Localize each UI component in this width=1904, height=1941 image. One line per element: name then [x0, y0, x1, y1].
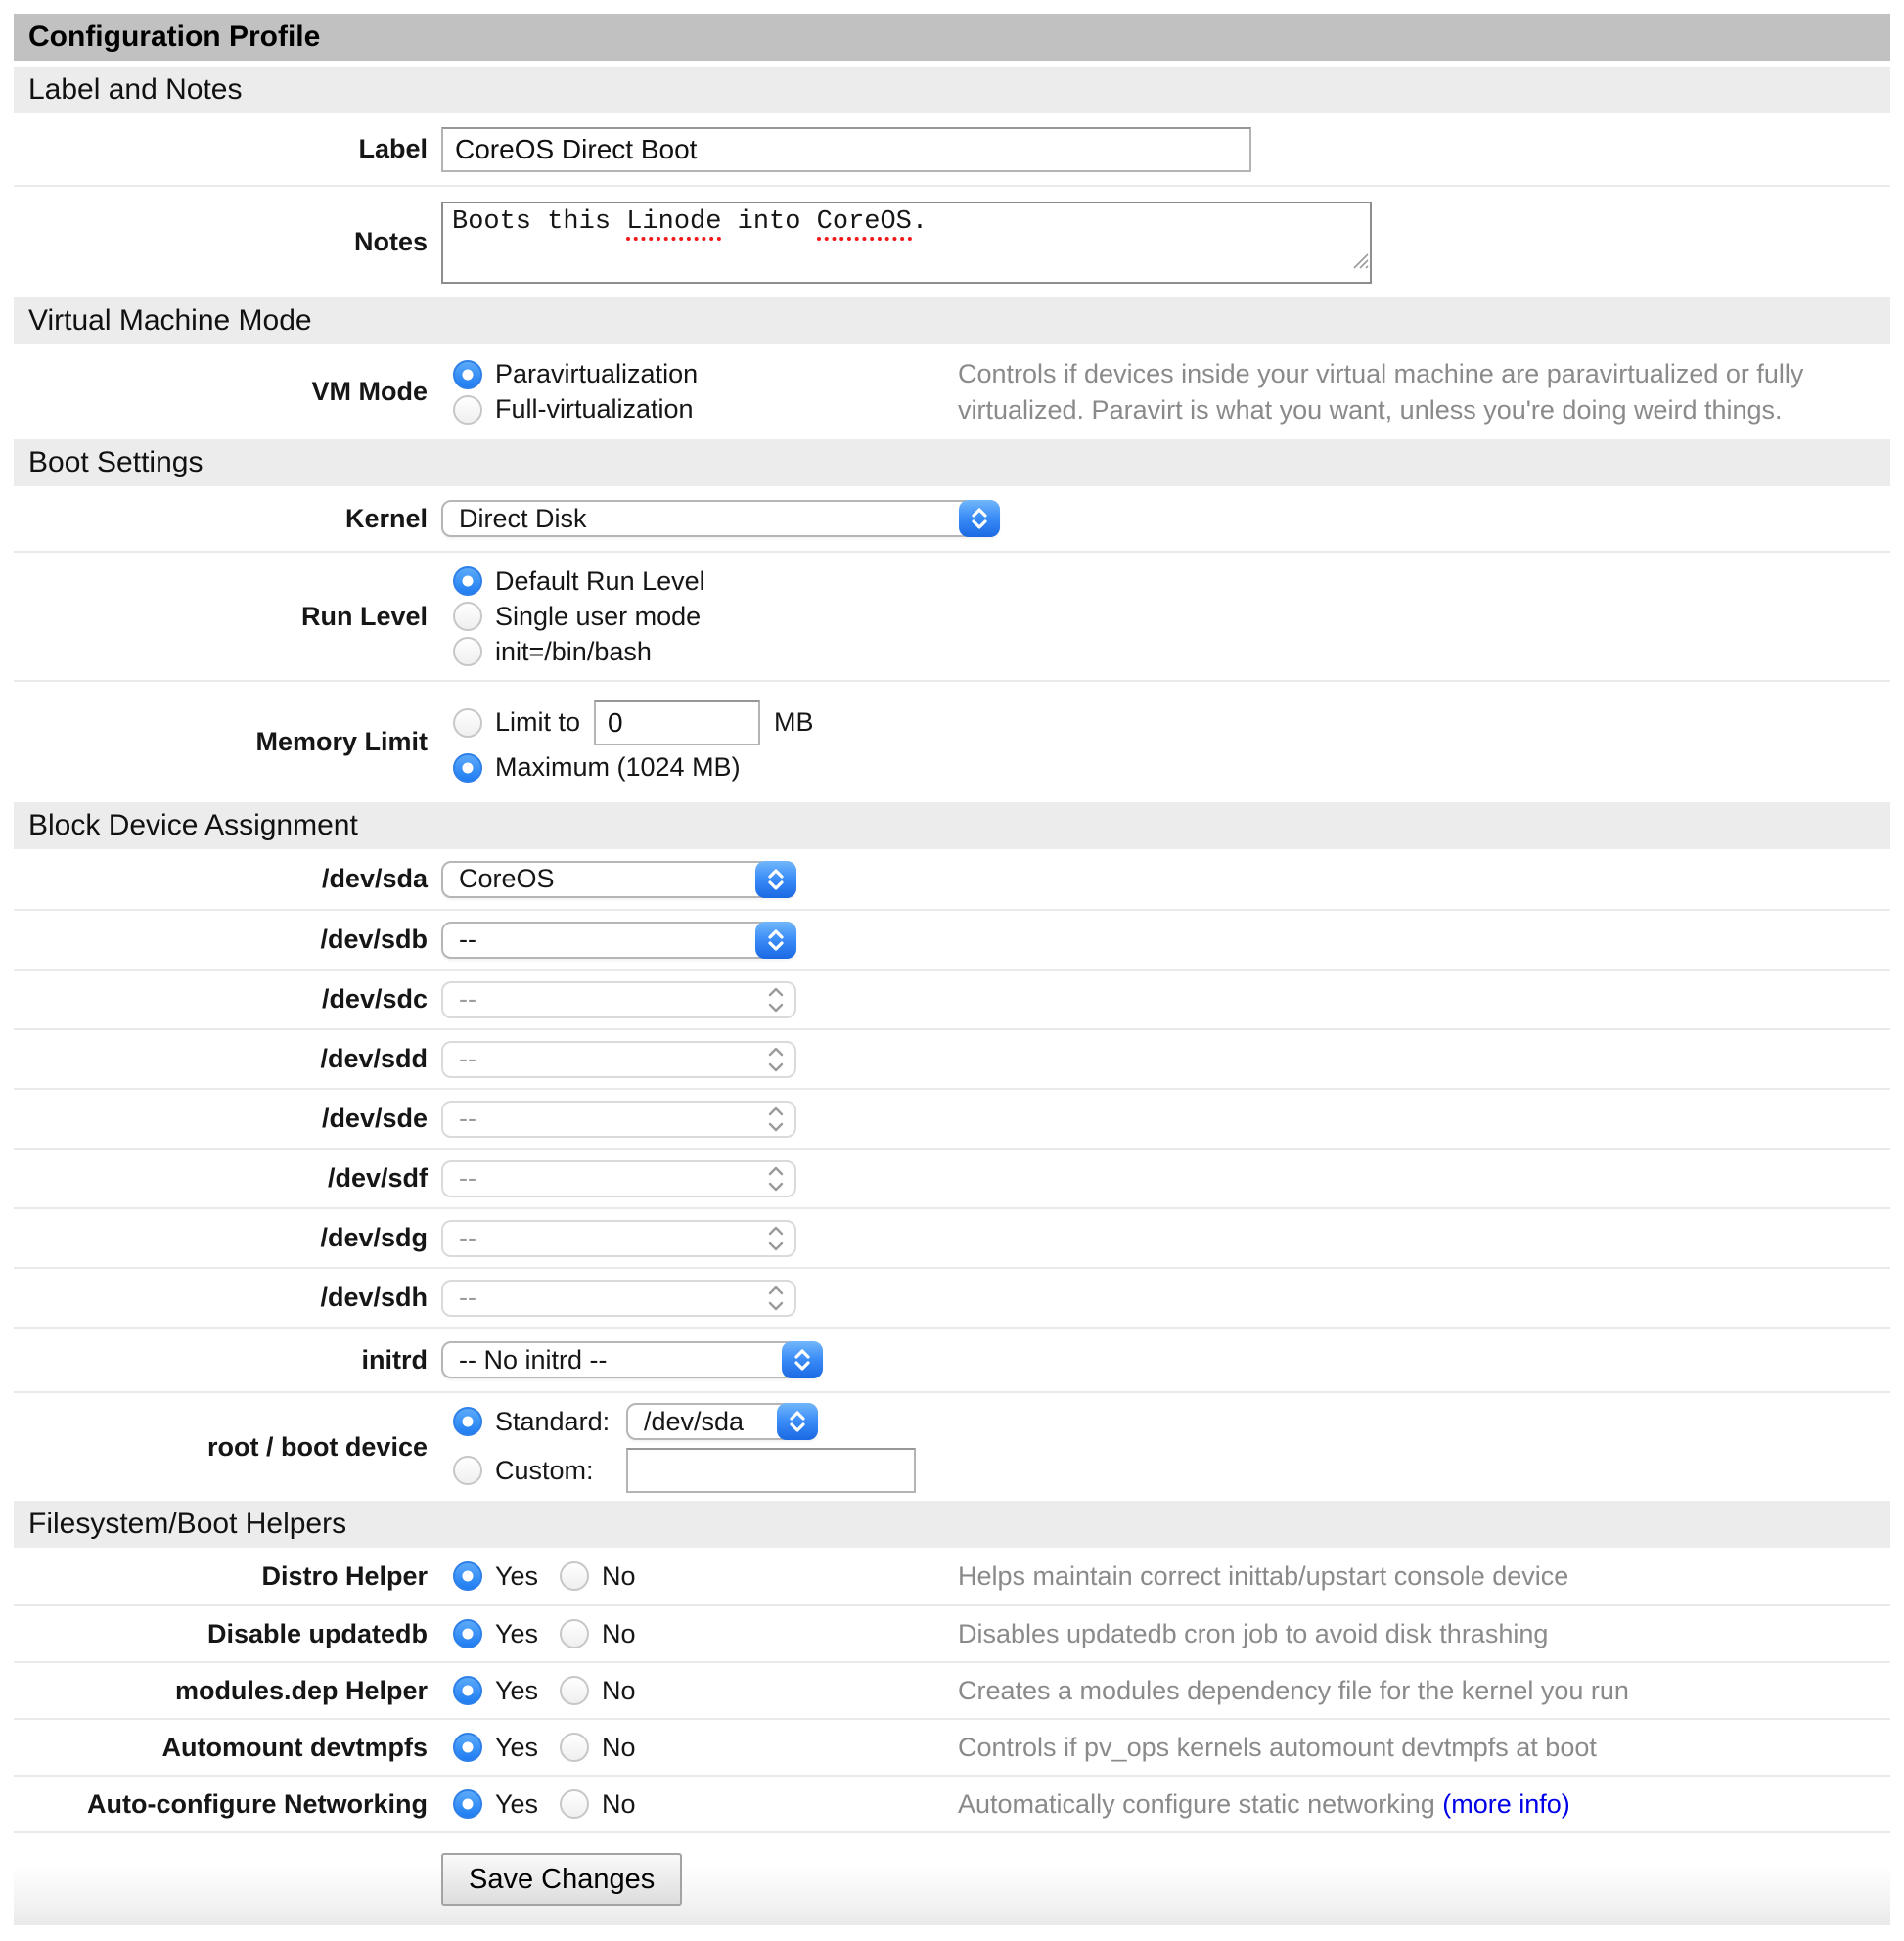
disable-updatedb-yes-radio[interactable] — [453, 1619, 482, 1648]
helper-help-text — [958, 1786, 1890, 1822]
yes-label: Yes — [495, 1732, 539, 1762]
sdc-select-value: -- — [459, 984, 476, 1014]
yes-no-radio-group — [453, 1730, 958, 1765]
device-label: /dev/sdg — [320, 1223, 428, 1252]
no-label: No — [602, 1618, 636, 1648]
device-label: /dev/sdc — [321, 984, 428, 1014]
initrd-select-value: -- No initrd -- — [459, 1344, 608, 1375]
select-arrows-disabled-icon — [755, 1160, 796, 1197]
yes-no-radio-group — [453, 1673, 958, 1708]
disable-updatedb-no-radio[interactable] — [560, 1619, 589, 1648]
initrd-select[interactable] — [441, 1341, 823, 1378]
sde-select-value: -- — [459, 1104, 476, 1133]
section-block-device-assignment — [14, 802, 1890, 849]
yes-no-radio-group — [453, 1558, 958, 1594]
sdb-select[interactable] — [441, 922, 796, 959]
kernel-select[interactable] — [441, 500, 1000, 537]
radio-label: Paravirtualization — [495, 359, 699, 388]
sdd-select-value: -- — [459, 1044, 476, 1073]
notes-text: into — [721, 206, 817, 237]
page-title-bar — [14, 14, 1890, 61]
device-label: /dev/sda — [321, 864, 428, 893]
misspelled-word: Linode — [626, 207, 721, 241]
automount-devtmpfs-no-radio[interactable] — [560, 1733, 589, 1762]
auto-configure-networking-no-radio[interactable] — [560, 1789, 589, 1819]
kernel-select-value: Direct Disk — [459, 503, 587, 533]
sdf-select-value: -- — [459, 1163, 476, 1193]
yes-no-radio-group — [453, 1616, 958, 1651]
device-row-sdc — [14, 969, 1890, 1028]
select-arrows-disabled-icon — [755, 1101, 796, 1138]
standard-device-radio[interactable] — [453, 1407, 482, 1436]
sdh-select-value: -- — [459, 1283, 476, 1312]
select-arrows-icon — [782, 1341, 823, 1378]
label-field-label: Label — [358, 134, 428, 163]
limit-to-radio[interactable] — [453, 708, 482, 738]
radio-option-default-run-level — [453, 564, 705, 599]
radio-option-single-user-mode — [453, 599, 705, 634]
no-label: No — [602, 1675, 636, 1705]
device-row-sde — [14, 1088, 1890, 1148]
device-row-sda — [14, 849, 1890, 909]
yes-label: Yes — [495, 1560, 539, 1591]
select-arrows-icon — [755, 861, 796, 898]
select-arrows-disabled-icon — [755, 981, 796, 1018]
root-boot-device-label: root / boot device — [206, 1431, 428, 1462]
sda-select-value: CoreOS — [459, 864, 555, 893]
notes-textarea[interactable] — [441, 202, 1372, 284]
memory-limit-input[interactable] — [594, 700, 760, 745]
maximum-memory-radio[interactable] — [453, 753, 482, 783]
helper-help-text: Automatically configure static networking — [958, 1788, 1443, 1819]
vm-mode-row — [14, 344, 1890, 439]
initrd-label: initrd — [361, 1344, 428, 1375]
radio-label: Full-virtualization — [495, 394, 694, 424]
helper-help-text: Controls if pv_ops kernels automount devtmpfs at boot — [958, 1732, 1597, 1762]
helper-label: Automount devtmpfs — [161, 1732, 428, 1762]
root-boot-device-row — [14, 1391, 1890, 1501]
vm-mode-help-text: Controls if devices inside your virtual machine are paravirtualized or fully virtualized. Paravirt is what you want, unless you're doing weird things. — [958, 359, 1804, 425]
sde-select — [441, 1101, 796, 1138]
helper-label: Distro Helper — [261, 1560, 428, 1591]
label-input[interactable] — [441, 127, 1251, 172]
notes-row — [14, 185, 1890, 297]
section-label-and-notes — [14, 67, 1890, 113]
no-label: No — [602, 1732, 636, 1762]
yes-label: Yes — [495, 1618, 539, 1648]
sdd-select — [441, 1041, 796, 1078]
radio-option-maximum — [453, 750, 814, 786]
helper-label: Disable updatedb — [206, 1618, 428, 1648]
no-label: No — [602, 1560, 636, 1591]
helper-help-text: Disables updatedb cron job to avoid disk thrashing — [958, 1618, 1549, 1648]
automount-devtmpfs-yes-radio[interactable] — [453, 1733, 482, 1762]
section-title: Filesystem/Boot Helpers — [28, 1508, 347, 1540]
helper-help-text: Creates a modules dependency file for the kernel you run — [958, 1675, 1629, 1705]
radio-option-custom — [453, 1447, 916, 1494]
init-bin-bash-radio[interactable] — [453, 637, 482, 666]
section-boot-settings — [14, 439, 1890, 486]
device-label: /dev/sdh — [320, 1283, 428, 1312]
helper-row-modules-dep — [14, 1661, 1890, 1718]
paravirtualization-radio[interactable] — [453, 360, 482, 389]
helper-help-text: Helps maintain correct inittab/upstart console device — [958, 1560, 1569, 1591]
save-changes-button[interactable]: Save Changes — [441, 1853, 682, 1906]
modules-dep-no-radio[interactable] — [560, 1676, 589, 1705]
section-title: Label and Notes — [28, 73, 243, 106]
sdg-select — [441, 1220, 796, 1257]
section-title: Boot Settings — [28, 446, 204, 478]
section-filesystem-boot-helpers — [14, 1501, 1890, 1548]
helper-row-disable-updatedb — [14, 1604, 1890, 1661]
more-info-link[interactable]: (more info) — [1442, 1788, 1570, 1819]
memory-limit-label: Memory Limit — [255, 727, 428, 756]
radio-option-paravirtualization — [453, 357, 958, 392]
radio-label: Single user mode — [495, 601, 702, 631]
radio-option-full-virtualization — [453, 392, 958, 428]
device-row-sdb — [14, 909, 1890, 969]
select-arrows-icon — [755, 922, 796, 959]
select-arrows-disabled-icon — [755, 1041, 796, 1078]
default-run-level-radio[interactable] — [453, 566, 482, 596]
radio-label: Default Run Level — [495, 565, 705, 596]
save-row — [14, 1831, 1890, 1925]
initrd-row — [14, 1327, 1890, 1391]
sdh-select — [441, 1280, 796, 1317]
helper-row-auto-configure-networking — [14, 1775, 1890, 1831]
section-title: Virtual Machine Mode — [28, 304, 312, 337]
kernel-row — [14, 486, 1890, 551]
device-row-sdf — [14, 1148, 1890, 1207]
radio-label: Maximum (1024 MB) — [495, 752, 741, 782]
single-user-mode-radio[interactable] — [453, 602, 482, 631]
memory-limit-row — [14, 680, 1890, 802]
yes-label: Yes — [495, 1675, 539, 1705]
memory-unit-label: MB — [774, 707, 814, 737]
vm-mode-label: VM Mode — [311, 377, 428, 406]
select-arrows-disabled-icon — [755, 1280, 796, 1317]
helper-label: Auto-configure Networking — [87, 1788, 428, 1819]
custom-device-input[interactable] — [626, 1448, 916, 1493]
standard-device-select-value: /dev/sda — [644, 1406, 745, 1436]
device-row-sdh — [14, 1267, 1890, 1327]
radio-label: Custom: — [495, 1455, 594, 1485]
device-row-sdd — [14, 1028, 1890, 1088]
sdf-select — [441, 1160, 796, 1197]
sdg-select-value: -- — [459, 1223, 476, 1252]
helper-row-automount-devtmpfs — [14, 1718, 1890, 1775]
distro-helper-yes-radio[interactable] — [453, 1561, 482, 1591]
label-row — [14, 113, 1890, 185]
distro-helper-no-radio[interactable] — [560, 1561, 589, 1591]
radio-label: Standard: — [495, 1406, 611, 1436]
select-arrows-disabled-icon — [755, 1220, 796, 1257]
sda-select[interactable] — [441, 861, 796, 898]
sdb-select-value: -- — [459, 925, 476, 954]
section-virtual-machine-mode — [14, 297, 1890, 344]
helper-row-distro-helper — [14, 1548, 1890, 1604]
notes-text: . — [911, 206, 929, 237]
modules-dep-yes-radio[interactable] — [453, 1676, 482, 1705]
yes-label: Yes — [495, 1788, 539, 1819]
yes-no-radio-group — [453, 1786, 958, 1822]
full-virtualization-radio[interactable] — [453, 395, 482, 425]
radio-option-init-bin-bash — [453, 634, 705, 669]
radio-label: Limit to — [495, 707, 581, 737]
radio-option-limit-to — [453, 700, 814, 746]
device-label: /dev/sde — [321, 1104, 428, 1133]
kernel-label: Kernel — [344, 503, 428, 533]
run-level-row — [14, 551, 1890, 680]
sdc-select — [441, 981, 796, 1018]
resize-handle-icon[interactable] — [1351, 248, 1369, 281]
section-title: Block Device Assignment — [28, 809, 358, 841]
helper-label: modules.dep Helper — [174, 1675, 428, 1705]
custom-device-radio[interactable] — [453, 1456, 482, 1485]
misspelled-word: CoreOS — [817, 207, 912, 241]
page-title: Configuration Profile — [28, 21, 321, 53]
notes-field-label: Notes — [353, 227, 428, 256]
select-arrows-icon — [959, 500, 1000, 537]
select-arrows-icon — [777, 1403, 818, 1440]
device-row-sdg — [14, 1207, 1890, 1267]
run-level-label: Run Level — [300, 601, 428, 631]
standard-device-select[interactable] — [626, 1403, 818, 1440]
radio-option-standard — [453, 1400, 916, 1443]
radio-label: init=/bin/bash — [495, 636, 652, 666]
device-label: /dev/sdb — [320, 925, 428, 954]
auto-configure-networking-yes-radio[interactable] — [453, 1789, 482, 1819]
device-label: /dev/sdf — [327, 1163, 428, 1193]
notes-text: Boots this — [452, 206, 627, 237]
no-label: No — [602, 1788, 636, 1819]
device-label: /dev/sdd — [320, 1044, 428, 1073]
